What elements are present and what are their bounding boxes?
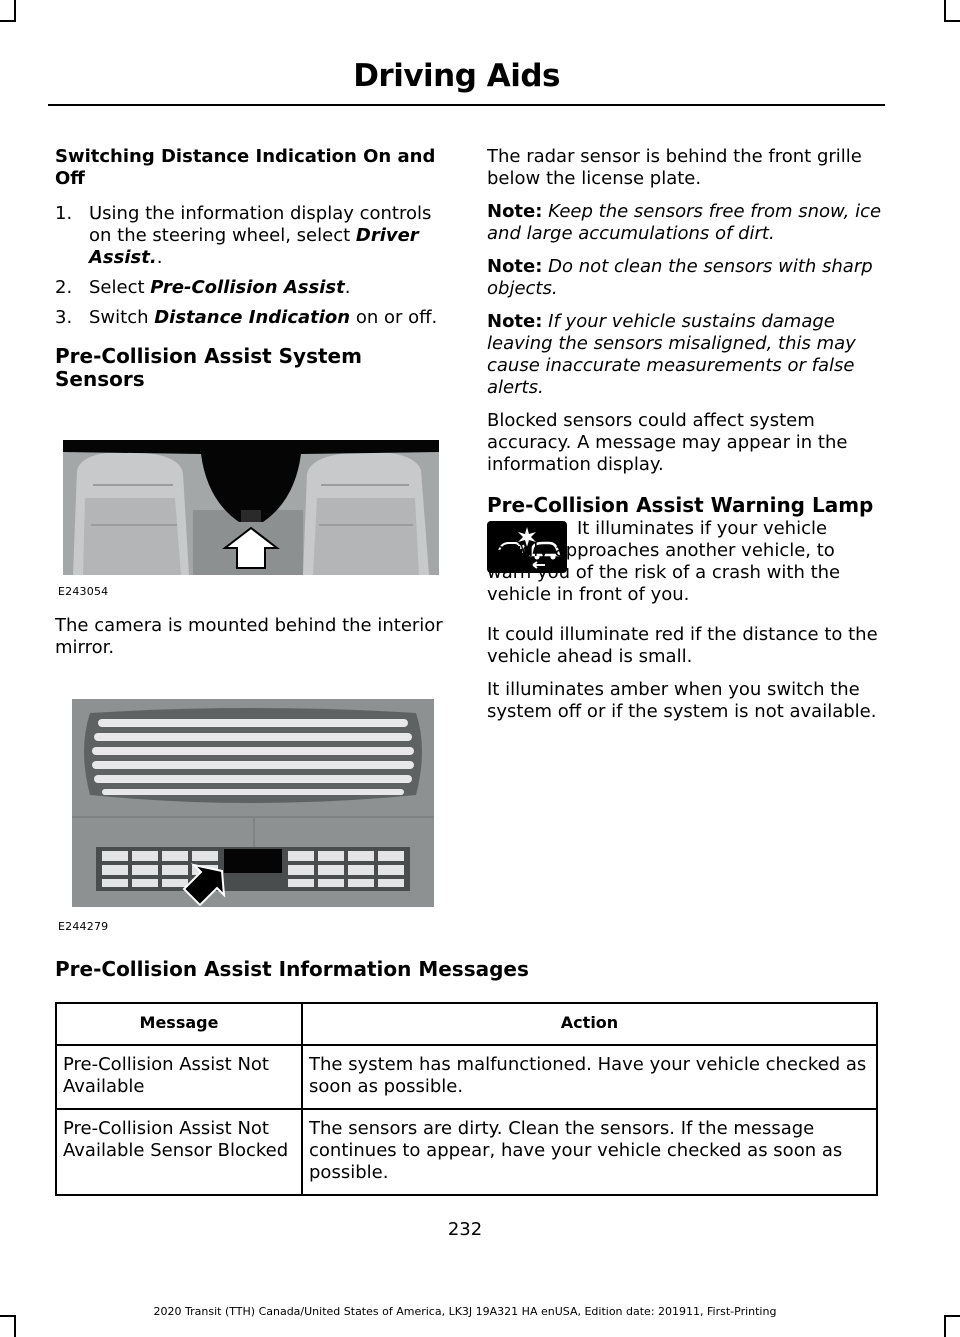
step-item	[55, 203, 450, 269]
front-grille-image	[72, 699, 434, 907]
section-heading: Pre-Collision Assist System Sensors	[55, 344, 362, 391]
lamp-text: It could illuminate red if the distance to the vehicle ahead is small.	[487, 624, 878, 667]
interior-mirror-image	[63, 440, 439, 575]
messages-table	[55, 1002, 878, 1196]
message-cell: Pre-Collision Assist Not Available Sensor Blocked	[56, 1109, 302, 1195]
image-code: E243054	[58, 585, 109, 598]
action-cell: The sensors are dirty. Clean the sensors. If the message continues to appear, have your vehicle checked as soon as possible.	[302, 1109, 877, 1195]
camera-description: The camera is mounted behind the interior mirror.	[55, 615, 443, 658]
crop-mark	[944, 0, 946, 22]
header-divider	[48, 104, 885, 106]
lamp-text: It illuminates if your vehicle rapidly approaches another vehicle, to warn you of the risk of a crash with the vehicle in front of you.	[487, 518, 841, 605]
note: Note: Do not clean the sensors with sharp objects.	[487, 256, 873, 299]
image-code: E244279	[58, 920, 109, 933]
step-text: Switch Distance Indication on or off.	[89, 307, 438, 328]
step-number: 3.	[55, 307, 73, 328]
camera-illustration	[63, 440, 439, 575]
message-cell: Pre-Collision Assist Not Available	[56, 1045, 302, 1109]
step-text: Using the information display controls on the steering wheel, select Driver Assist..	[89, 203, 432, 268]
table-row	[56, 1045, 877, 1109]
note: Note: Keep the sensors free from snow, ice and large accumulations of dirt.	[487, 201, 882, 244]
column-header: Message	[56, 1003, 302, 1045]
crop-mark	[14, 1315, 16, 1337]
page-number: 232	[447, 1219, 483, 1240]
lamp-details	[487, 624, 882, 734]
section-subheading: Switching Distance Indication On and Off	[55, 146, 436, 189]
step-number: 2.	[55, 277, 73, 298]
crop-mark	[944, 1315, 946, 1337]
crop-mark	[0, 20, 16, 22]
crop-mark	[944, 1315, 960, 1317]
step-text: Select Pre-Collision Assist.	[89, 277, 351, 298]
crop-mark	[944, 20, 960, 22]
section-heading: Pre-Collision Assist Warning Lamp	[487, 493, 874, 517]
radar-text: The radar sensor is behind the front grille below the license plate.	[487, 146, 862, 189]
page-title: Driving Aids	[353, 58, 560, 94]
section-heading: Pre-Collision Assist Information Messages	[55, 957, 529, 981]
action-cell: The system has malfunctioned. Have your vehicle checked as soon as possible.	[302, 1045, 877, 1109]
step-number: 1.	[55, 203, 73, 224]
crop-mark	[14, 0, 16, 22]
grille-illustration	[72, 699, 434, 907]
note: Note: If your vehicle sustains damage leaving the sensors misaligned, this may cause inaccurate measurements or false alerts.	[487, 311, 856, 398]
lamp-text: It illuminates amber when you switch the system off or if the system is not available.	[487, 679, 877, 722]
step-item	[55, 307, 450, 329]
left-column	[55, 146, 450, 391]
table-row	[56, 1109, 877, 1195]
step-item	[55, 277, 450, 299]
footer-edition: 2020 Transit (TTH) Canada/United States of America, LK3J 19A321 HA enUSA, Edition date: 201911, First-Printing	[153, 1305, 777, 1318]
blocked-sensor-text: Blocked sensors could affect system accuracy. A message may appear in the information display.	[487, 410, 848, 475]
lamp-description	[487, 518, 882, 606]
column-header: Action	[302, 1003, 877, 1045]
right-column	[487, 146, 882, 517]
table-header-row	[56, 1003, 877, 1045]
